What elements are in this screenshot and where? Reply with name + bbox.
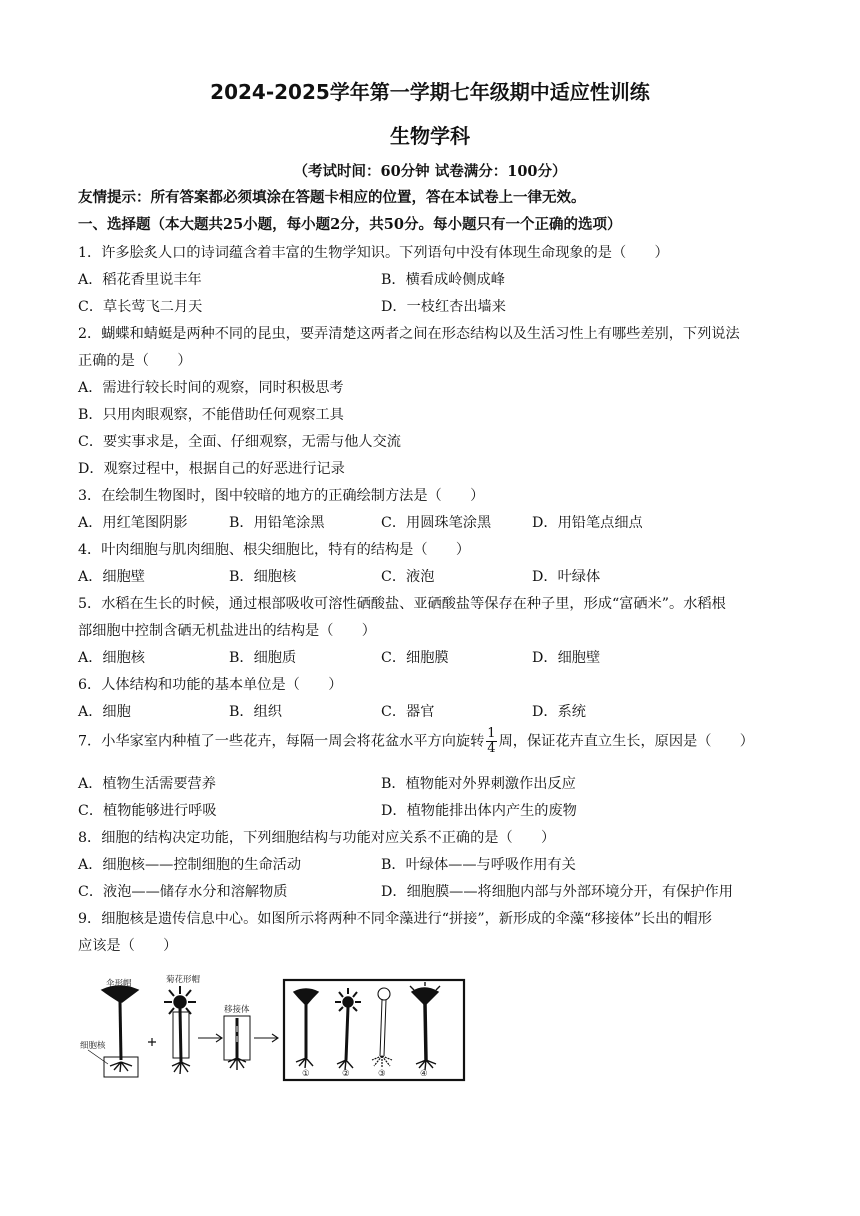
question-1-stem: 1．许多脍炙人口的诗词蕴含着丰富的生物学知识。下列语句中没有体现生命现象的是（ ） (78, 245, 669, 261)
question-6-option-b: B．组织 (229, 704, 282, 720)
question-7-option-d: D．植物能排出体内产生的废物 (381, 803, 577, 819)
option-2-chrysanthemum (335, 988, 361, 1070)
question-5-option-a: A．细胞核 (78, 650, 145, 666)
question-7-option-c: C．植物能够进行呼吸 (78, 803, 217, 819)
question-3-option-c: C．用圆珠笔涂黑 (381, 515, 492, 531)
question-7-option-a: A．植物生活需要营养 (78, 776, 216, 792)
fraction (486, 727, 496, 756)
question-2-option-d: D．观察过程中，根据自己的好恶进行记录 (78, 461, 345, 477)
option-label-1: ① (302, 1069, 310, 1079)
label-chrysanthemum-cap: 菊花形帽 (166, 975, 201, 985)
question-4-option-c: C．液泡 (381, 569, 435, 585)
question-9-stem-line1: 9．细胞核是遗传信息中心。如图所示将两种不同伞藻进行“拼接”，新形成的伞藻“移接体”长出的帽形 (78, 911, 712, 927)
question-4-option-b: B．细胞核 (229, 569, 297, 585)
question-3-option-d: D．用铅笔点细点 (532, 515, 643, 531)
option-label-3: ③ (378, 1069, 386, 1079)
question-5-stem-line1: 5．水稻在生长的时候，通过根部吸收可溶性硒酸盐、亚硒酸盐等保存在种子里，形成“富硒米”。水稻根 (78, 596, 726, 612)
graft-body (224, 1016, 250, 1070)
question-4-option-d: D．叶绿体 (532, 569, 601, 585)
option-label-2: ② (342, 1069, 350, 1079)
label-graft: 移接体 (224, 1005, 250, 1015)
option-label-4: ④ (420, 1069, 428, 1079)
question-1-option-c: C．草长莺飞二月天 (78, 299, 203, 315)
option-1-umbrella (294, 989, 318, 1068)
question-3-stem: 3．在绘制生物图时，图中较暗的地方的正确绘制方法是（ ） (78, 488, 485, 504)
question-6-option-a: A．细胞 (78, 704, 131, 720)
label-nucleus: 细胞核 (80, 1041, 106, 1051)
question-6-stem: 6．人体结构和功能的基本单位是（ ） (78, 677, 343, 693)
question-8-option-c: C．液泡——储存水分和溶解物质 (78, 884, 288, 900)
question-1-option-a: A．稻花香里说丰年 (78, 272, 202, 288)
chrysanthemum-cap-alga (164, 986, 196, 1074)
question-4-option-a: A．细胞壁 (78, 569, 145, 585)
question-7-stem-post: 周，保证花卉直立生长，原因是（ ） (498, 733, 754, 750)
exam-title: 2024-2025学年第一学期七年级期中适应性训练 (210, 80, 650, 104)
question-5-option-c: C．细胞膜 (381, 650, 449, 666)
question-2-option-a: A．需进行较长时间的观察，同时积极思考 (78, 380, 344, 396)
exam-info: （考试时间：60分钟 试卷满分：100分） (293, 163, 567, 180)
tip-text: 友情提示：所有答案都必须填涂在答题卡相应的位置，答在本试卷上一律无效。 (78, 189, 586, 206)
fraction-denominator: 4 (487, 741, 496, 756)
question-9-stem-line2: 应该是（ ） (78, 938, 178, 954)
question-2-stem-line2: 正确的是（ ） (78, 353, 192, 369)
question-1-option-d: D．一枝红杏出墙来 (381, 299, 506, 315)
question-7-stem-pre: 7．小华家室内种植了一些花卉，每隔一周会将花盆水平方向旋转 (78, 733, 485, 750)
question-2-option-c: C．要实事求是，全面、仔细观察，无需与他人交流 (78, 434, 401, 450)
subject-title: 生物学科 (390, 124, 470, 148)
question-7-option-b: B．植物能对外界刺激作出反应 (381, 776, 576, 792)
label-umbrella-cap: 伞形帽 (106, 979, 132, 989)
question-8-option-b: B．叶绿体——与呼吸作用有关 (381, 857, 576, 873)
question-3-option-a: A．用红笔图阴影 (78, 515, 188, 531)
option-4-umbrella-frilled (410, 982, 440, 1070)
question-6-option-d: D．系统 (532, 704, 586, 720)
question-5-option-b: B．细胞质 (229, 650, 297, 666)
question-7-stem (78, 727, 754, 756)
option-3-ball (372, 988, 392, 1068)
fraction-numerator: 1 (487, 726, 496, 741)
acetabularia-graft-figure (80, 972, 470, 1082)
question-5-option-d: D．细胞壁 (532, 650, 601, 666)
question-1-option-b: B．横看成岭侧成峰 (381, 272, 505, 288)
question-2-option-b: B．只用肉眼观察，不能借助任何观察工具 (78, 407, 344, 423)
question-5-stem-line2: 部细胞中控制含硒无机盐进出的结构是（ ） (78, 623, 376, 639)
question-2-stem-line1: 2．蝴蝶和蜻蜓是两种不同的昆虫，要弄清楚这两者之间在形态结构以及生活习性上有哪些差别，下列说法 (78, 326, 740, 342)
section-heading: 一、选择题（本大题共25小题，每小题2分，共50分。每小题只有一个正确的选项） (78, 216, 622, 233)
question-6-option-c: C．器官 (381, 704, 435, 720)
question-8-option-d: D．细胞膜——将细胞内部与外部环境分开，有保护作用 (381, 884, 733, 900)
question-4-stem: 4．叶肉细胞与肌肉细胞、根尖细胞比，特有的结构是（ ） (78, 542, 471, 558)
question-8-stem: 8．细胞的结构决定功能，下列细胞结构与功能对应关系不正确的是（ ） (78, 830, 556, 846)
question-8-option-a: A．细胞核——控制细胞的生命活动 (78, 857, 302, 873)
question-3-option-b: B．用铅笔涂黑 (229, 515, 325, 531)
